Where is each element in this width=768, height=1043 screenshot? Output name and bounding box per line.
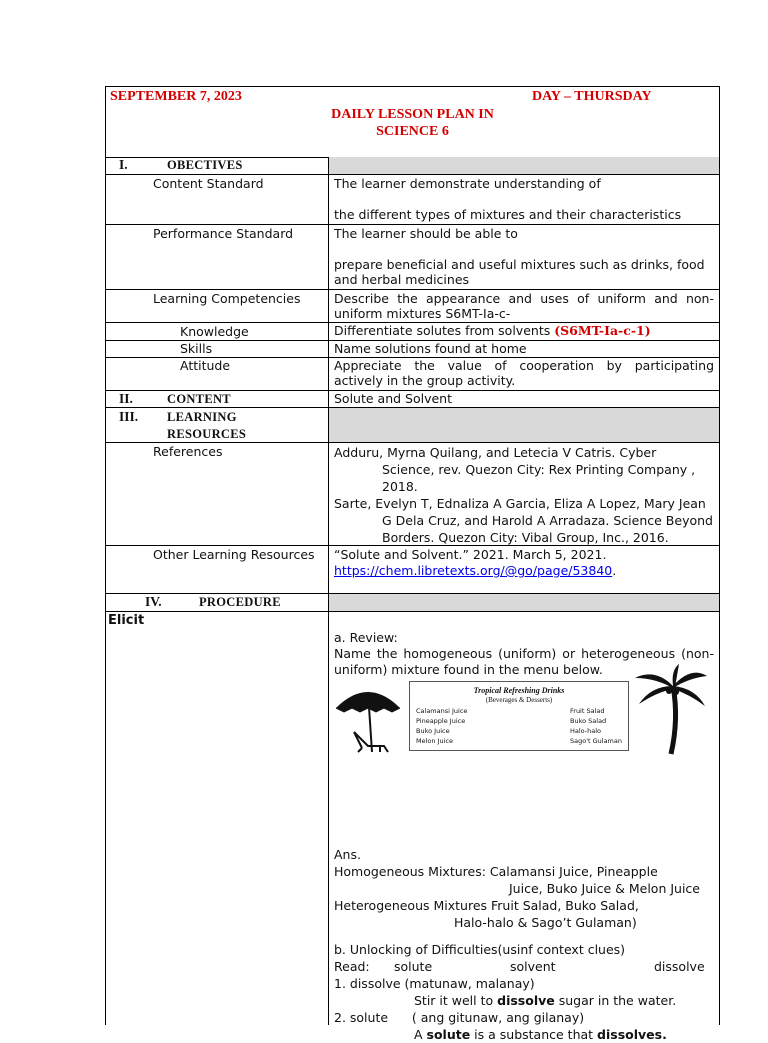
cell-text: the different types of mixtures and their characteristics [334,207,682,222]
example-bold: dissolve [497,993,555,1008]
learning-competencies-row [106,290,719,323]
content-standard-row [106,175,719,225]
answer-text: Homogeneous Mixtures: Calamansi Juice, Pineapple [334,864,658,879]
example-text: Stir it well to [414,993,498,1008]
menu-subtitle: (Beverages & Desserts) [485,696,553,704]
reference-text: Science, rev. Quezon City: Rex Printing Company , [382,462,696,477]
skills-row [106,341,719,358]
reference-text: G Dela Cruz, and Harold A Arradaza. Science Beyond [382,513,713,528]
example-text: sugar in the water. [554,993,677,1008]
cell-text: . [612,563,617,578]
page-subtitle: SCIENCE 6 [376,124,449,139]
other-resources-row [106,546,719,594]
section-numeral: III. [119,409,139,424]
example-bold: dissolves. [597,1027,667,1042]
palm-tree-icon [633,664,709,756]
vocab-word: dissolve [654,959,705,974]
learning-resources-row [106,408,719,443]
section-heading-resources: RESOURCES [167,427,247,441]
cell-text: Describe the appearance and uses of uniform and non-uniform mixtures S6MT-Ia-c- [334,291,714,321]
row-label: Performance Standard [153,226,294,241]
content-row [106,391,719,408]
reference-text: Adduru, Myrna Quilang, and Letecia V Catris. Cyber [334,445,657,460]
cell-text: Differentiate solutes from solvents [334,323,555,338]
beach-umbrella-icon [332,682,404,754]
row-label: Content Standard [153,176,264,191]
menu-item: Buko Juice [416,727,450,735]
unlocking-heading: b. Unlocking of Difficulties(usinf context clues) [334,942,626,957]
menu-item: Sago't Gulaman [570,737,622,745]
lesson-day: DAY – THURSDAY [532,89,652,104]
section-heading-learning: LEARNING [167,410,237,424]
attitude-row [106,358,719,391]
row-label: Attitude [180,358,231,373]
cell-text: “Solute and Solvent.” 2021. March 5, 2021. [334,547,607,562]
section-heading-objectives: OBECTIVES [167,158,243,172]
vocab-word: solvent [510,959,556,974]
menu-item: Calamansi Juice [416,707,468,715]
row-label: Other Learning Resources [153,547,315,562]
cell-text: Name solutions found at home [334,341,527,356]
lesson-date: SEPTEMBER 7, 2023 [110,89,242,104]
procedure-row [106,594,719,612]
example-text: A [414,1027,427,1042]
menu-item: Halo-halo [570,727,602,735]
cell-text: prepare beneficial and useful mixtures such as drinks, food and herbal medicines [334,257,705,287]
section-numeral: IV. [145,594,162,609]
answer-text: Halo-halo & Sago’t Gulaman) [454,915,637,930]
vocab-item: 1. dissolve (matunaw, malanay) [334,976,535,991]
reference-text: Sarte, Evelyn T, Ednaliza A Garcia, Eliza A Lopez, Mary Jean [334,496,706,511]
review-heading: a. Review: [334,630,398,645]
row-label-elicit: Elicit [108,613,145,628]
cell-text: The learner should be able to [334,226,518,241]
knowledge-row [106,323,719,341]
read-label: Read: [334,959,370,974]
row-label: Skills [180,341,213,356]
answer-label: Ans. [334,847,361,862]
answer-text: Heterogeneous Mixtures Fruit Salad, Buko Salad, [334,898,639,913]
menu-item: Fruit Salad [570,707,605,715]
row-label: Knowledge [180,324,249,339]
reference-text: Borders. Quezon City: Vibal Group, Inc., 2016. [382,530,669,545]
example-bold: solute [426,1027,471,1042]
vocab-word: solute [394,959,433,974]
section-numeral: II. [119,391,133,406]
drinks-menu [409,681,629,751]
menu-item: Pineapple Juice [416,717,466,725]
resource-link[interactable]: https://chem.libretexts.org/@go/page/53840 [334,563,613,578]
header-row [106,87,719,158]
section-heading-content: CONTENT [167,392,231,406]
section-heading-procedure: PROCEDURE [199,595,281,609]
review-text: Name the homogeneous (uniform) or heterogeneous (non-uniform) mixture found in the menu below. [334,646,714,677]
page-title: DAILY LESSON PLAN IN [331,107,494,122]
competency-code: (S6MT-Ia-c-1) [554,323,651,338]
row-label: References [153,444,223,459]
references-row [106,443,719,546]
lesson-plan-table [105,86,720,1042]
objectives-row [106,157,719,175]
reference-text: 2018. [382,479,418,494]
row-label: Learning Competencies [153,291,301,306]
example-text: is a substance that [470,1027,598,1042]
elicit-row [106,612,719,1042]
performance-standard-row [106,225,719,290]
cell-text: Solute and Solvent [334,391,452,406]
section-numeral: I. [119,157,128,172]
menu-title: Tropical Refreshing Drinks [473,686,565,695]
vocab-item: 2. solute ( ang gitunaw, ang gilanay) [334,1010,585,1025]
cell-text: The learner demonstrate understanding of [334,176,601,191]
cell-text: Appreciate the value of cooperation by participating actively in the group activity. [334,358,714,388]
answer-text: Juice, Buko Juice & Melon Juice [509,881,700,896]
menu-item: Buko Salad [570,717,607,725]
menu-item: Melon Juice [416,737,453,745]
